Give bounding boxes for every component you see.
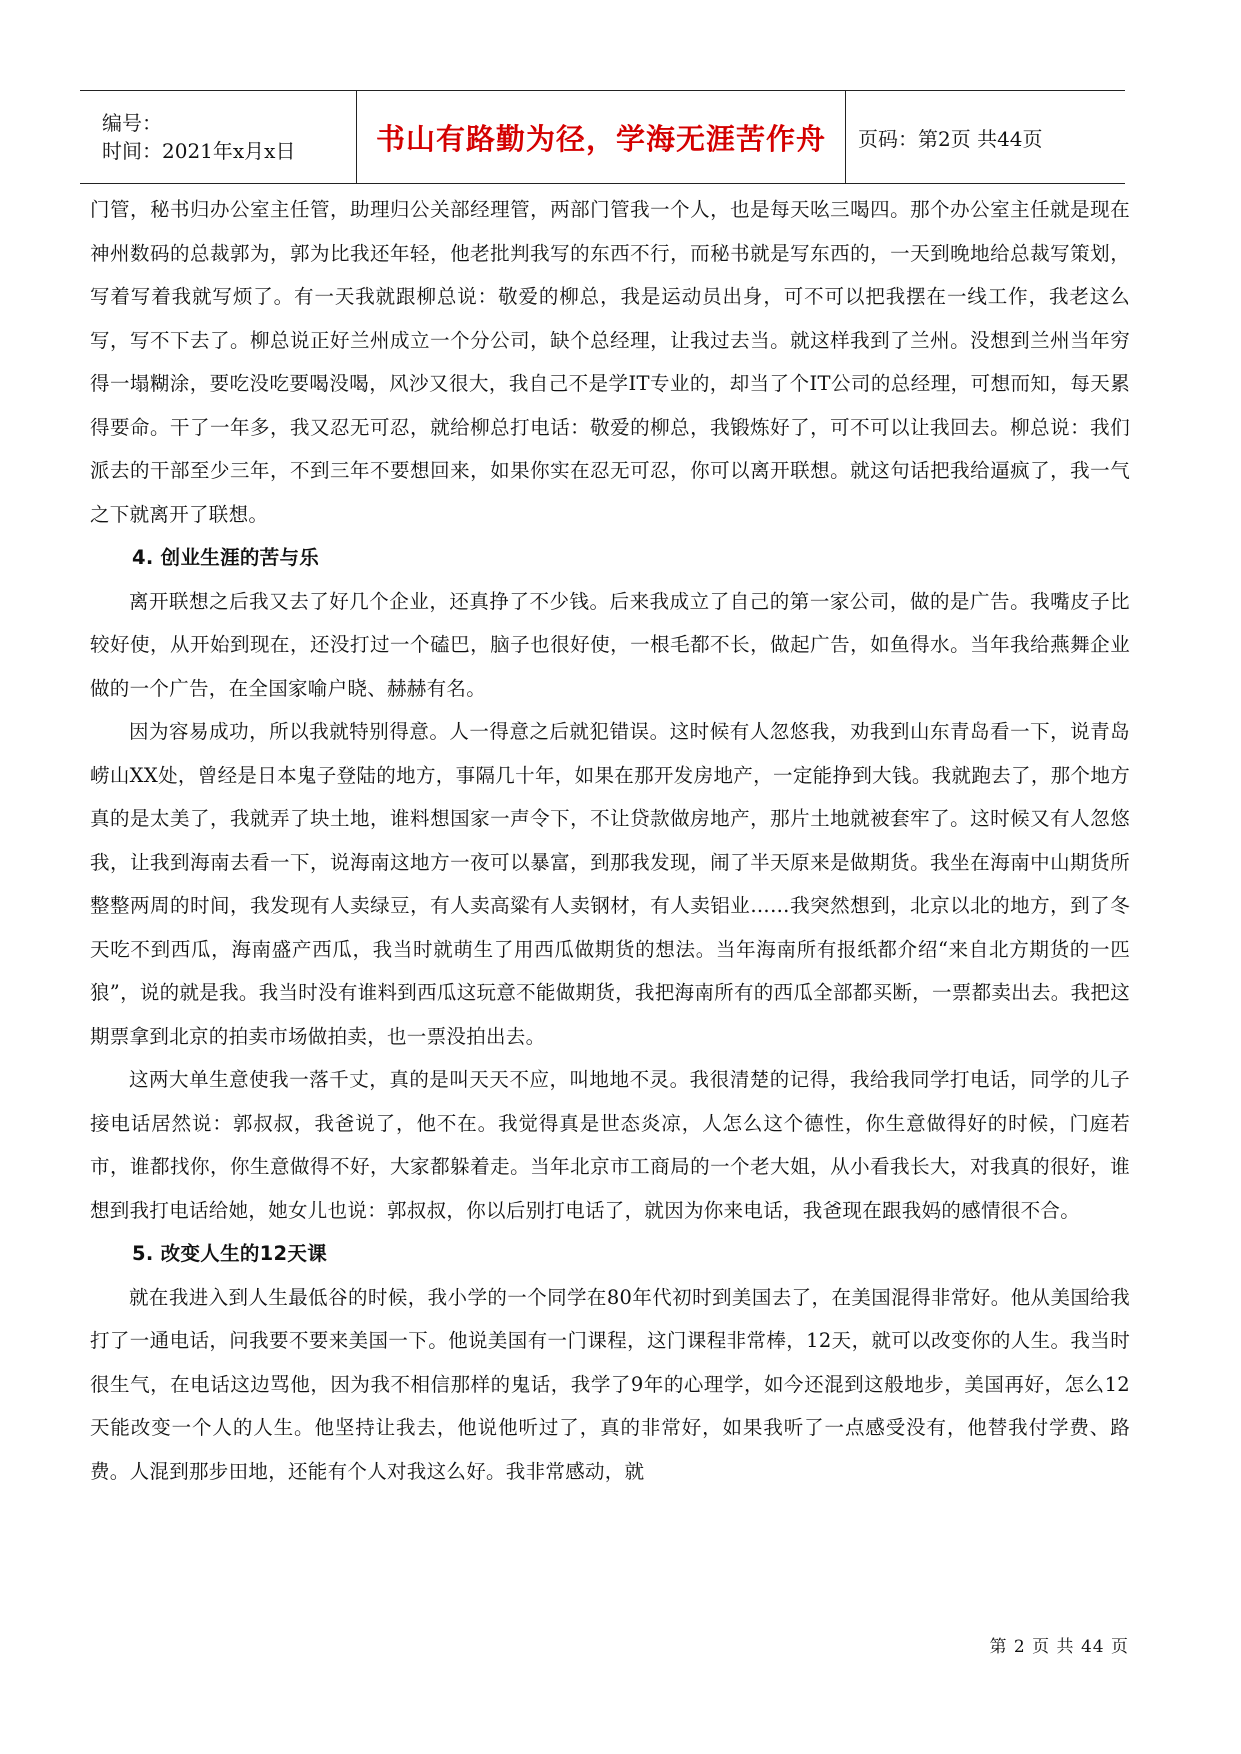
paragraph: 因为容易成功，所以我就特别得意。人一得意之后就犯错误。这时候有人忽悠我，劝我到山东青岛看一下，说青岛崂山XX处，曾经是日本鬼子登陆的地方，事隔几十年，如果在那开发房地产，一定能挣到大钱。我就跑去了，那个地方真的是太美了，我就弄了块土地，谁料想国家一声令下，不让贷款做房地产，那片土地就被套牢了。这时候又有人忽悠我，让我到海南去看一下，说海南这地方一夜可以暴富，到那我发现，闹了半天原来是做期货。我坐在海南中山期货所整整两周的时间，我发现有人卖绿豆，有人卖高粱有人卖钢材，有人卖铝业……我突然想到，北京以北的地方，到了冬天吃不到西瓜，海南盛产西瓜，我当时就萌生了用西瓜做期货的想法。当年海南所有报纸都介绍“来自北方期货的一匹狼”，说的就是我。我当时没有谁料到西瓜这玩意不能做期货，我把海南所有的西瓜全部都买断，一票都卖出去。我把这期票拿到北京的拍卖市场做拍卖，也一票没拍出去。	[90, 720, 1130, 1048]
document-body	[90, 188, 1130, 1493]
header-page-info: 页码：第2页 共44页	[858, 126, 1043, 151]
document-time-label: 时间：2021年x月x日	[102, 139, 296, 163]
document-number-label: 编号：	[102, 111, 162, 135]
paragraph-continued: 门管，秘书归办公室主任管，助理归公关部经理管，两部门管我一个人，也是每天吆三喝四。那个办公室主任就是现在神州数码的总裁郭为，郭为比我还年轻，他老批判我写的东西不行，而秘书就是写东西的，一天到晚地给总裁写策划，写着写着我就写烦了。有一天我就跟柳总说：敬爱的柳总，我是运动员出身，可不可以把我摆在一线工作，我老这么写，写不下去了。柳总说正好兰州成立一个分公司，缺个总经理，让我过去当。就这样我到了兰州。没想到兰州当年穷得一塌糊涂，要吃没吃要喝没喝，风沙又很大，我自己不是学IT专业的，却当了个IT公司的总经理，可想而知，每天累得要命。干了一年多，我又忍无可忍，就给柳总打电话：敬爱的柳总，我锻炼好了，可不可以让我回去。柳总说：我们派去的干部至少三年，不到三年不要想回来，如果你实在忍无可忍，你可以离开联想。就这句话把我给逼疯了，我一气之下就离开了联想。	[90, 198, 1130, 526]
section-heading-5: 5. 改变人生的12天课	[132, 1242, 328, 1265]
header-motto: 书山有路勤为径，学海无涯苦作舟	[375, 121, 826, 156]
header-meta	[80, 91, 356, 183]
page-footer: 第 2 页 共 44 页	[989, 1637, 1129, 1657]
header-motto-cell	[356, 91, 846, 183]
page-header	[80, 90, 1125, 184]
paragraph: 就在我进入到人生最低谷的时候，我小学的一个同学在80年代初时到美国去了，在美国混得非常好。他从美国给我打了一通电话，问我要不要来美国一下。他说美国有一门课程，这门课程非常棒，12天，就可以改变你的人生。我当时很生气，在电话这边骂他，因为我不相信那样的鬼话，我学了9年的心理学，如今还混到这般地步，美国再好，怎么12天能改变一个人的人生。他坚持让我去，他说他听过了，真的非常好，如果我听了一点感受没有，他替我付学费、路费。人混到那步田地，还能有个人对我这么好。我非常感动，就	[90, 1285, 1130, 1483]
header-page-info-cell	[846, 91, 1125, 183]
section-heading-4: 4. 创业生涯的苦与乐	[132, 546, 320, 569]
paragraph: 离开联想之后我又去了好几个企业，还真挣了不少钱。后来我成立了自己的第一家公司，做的是广告。我嘴皮子比较好使，从开始到现在，还没打过一个磕巴，脑子也很好使，一根毛都不长，做起广告，如鱼得水。当年我给燕舞企业做的一个广告，在全国家喻户晓、赫赫有名。	[90, 589, 1130, 700]
paragraph: 这两大单生意使我一落千丈，真的是叫天天不应，叫地地不灵。我很清楚的记得，我给我同学打电话，同学的儿子接电话居然说：郭叔叔，我爸说了，他不在。我觉得真是世态炎凉，人怎么这个德性，你生意做得好的时候，门庭若市，谁都找你，你生意做得不好，大家都躲着走。当年北京市工商局的一个老大姐，从小看我长大，对我真的很好，谁想到我打电话给她，她女儿也说：郭叔叔，你以后别打电话了，就因为你来电话，我爸现在跟我妈的感情很不合。	[90, 1068, 1130, 1222]
